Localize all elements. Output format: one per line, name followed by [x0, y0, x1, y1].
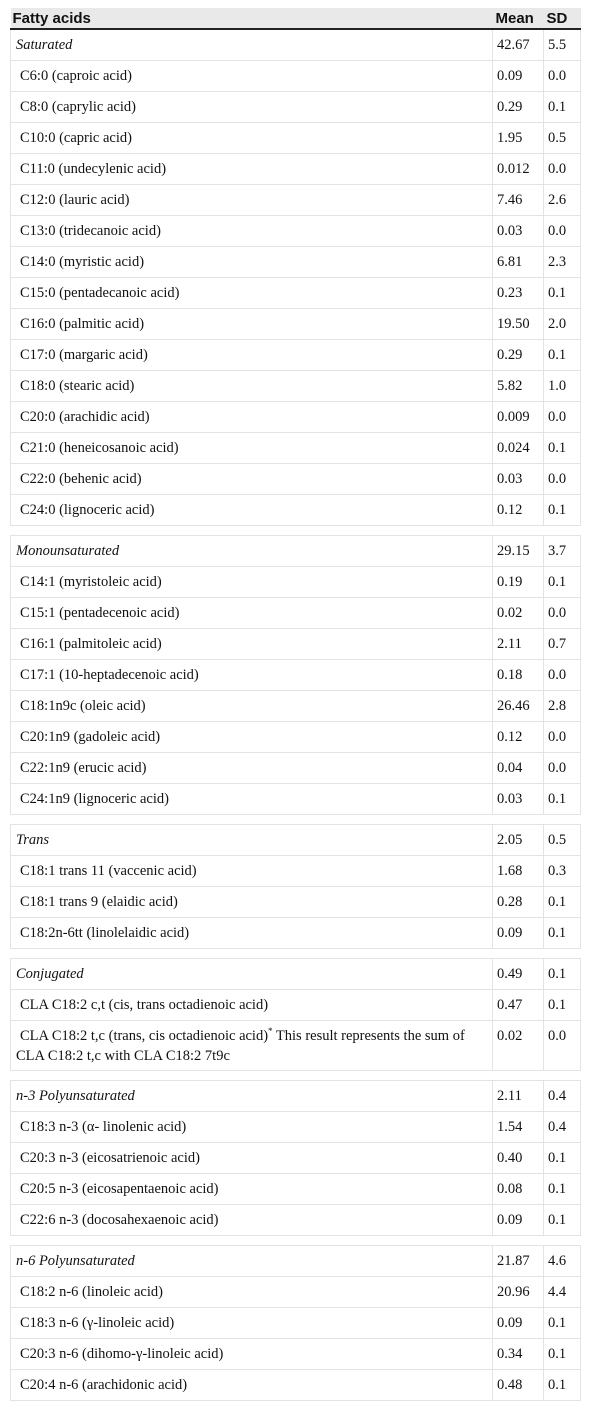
mean-value: 0.03: [493, 464, 544, 495]
mean-value: 20.96: [493, 1277, 544, 1308]
mean-value: 1.95: [493, 123, 544, 154]
mean-value: 0.12: [493, 495, 544, 526]
fatty-acid-name: C12:0 (lauric acid): [11, 185, 493, 216]
table-row: [11, 1112, 581, 1143]
mean-value: 0.09: [493, 1205, 544, 1236]
sd-value: 0.0: [544, 753, 581, 784]
group-name: n-6 Polyunsaturated: [11, 1246, 493, 1277]
group-sd: 0.1: [544, 959, 581, 990]
fatty-acid-name: C18:0 (stearic acid): [11, 371, 493, 402]
sd-value: 0.1: [544, 1205, 581, 1236]
spacer-cell: [11, 949, 493, 959]
group-mean: 2.05: [493, 825, 544, 856]
header-mean: Mean: [493, 8, 544, 29]
sd-value: 0.1: [544, 340, 581, 371]
mean-value: 0.03: [493, 784, 544, 815]
mean-value: 0.03: [493, 216, 544, 247]
fatty-acid-name: C18:1 trans 11 (vaccenic acid): [11, 856, 493, 887]
header-row: [11, 8, 581, 29]
table-row: [11, 1143, 581, 1174]
sd-value: 0.1: [544, 1174, 581, 1205]
fatty-acid-name: C20:3 n-6 (dihomo-γ-linoleic acid): [11, 1339, 493, 1370]
sd-value: 0.4: [544, 1112, 581, 1143]
group-header-row: [11, 536, 581, 567]
table-row: [11, 61, 581, 92]
mean-value: 7.46: [493, 185, 544, 216]
table-row: [11, 185, 581, 216]
fatty-acid-name: C20:5 n-3 (eicosapentaenoic acid): [11, 1174, 493, 1205]
fatty-acid-name: C14:0 (myristic acid): [11, 247, 493, 278]
mean-value: 0.48: [493, 1370, 544, 1401]
sd-value: 0.1: [544, 1370, 581, 1401]
group-mean: 29.15: [493, 536, 544, 567]
group-name: Monounsaturated: [11, 536, 493, 567]
sd-value: 0.1: [544, 784, 581, 815]
group-sd: 0.5: [544, 825, 581, 856]
group-name: Conjugated: [11, 959, 493, 990]
table-header: [11, 8, 581, 29]
table-row: [11, 1174, 581, 1205]
fatty-acid-name: C8:0 (caprylic acid): [11, 92, 493, 123]
spacer-cell: [493, 1236, 544, 1246]
fatty-acid-name: C18:2 n-6 (linoleic acid): [11, 1277, 493, 1308]
sd-value: 0.0: [544, 722, 581, 753]
table-row: [11, 340, 581, 371]
sd-value: 0.0: [544, 598, 581, 629]
table-row: [11, 784, 581, 815]
sd-value: 0.1: [544, 433, 581, 464]
sd-value: 0.0: [544, 464, 581, 495]
table-row: [11, 123, 581, 154]
sd-value: 0.1: [544, 918, 581, 949]
fatty-acids-table: [10, 8, 581, 1401]
fatty-acid-name: C17:1 (10-heptadecenoic acid): [11, 660, 493, 691]
group-spacer: [11, 815, 581, 825]
spacer-cell: [544, 526, 581, 536]
group-spacer: [11, 1071, 581, 1081]
table-row: [11, 278, 581, 309]
table-row: [11, 629, 581, 660]
sd-value: 0.1: [544, 278, 581, 309]
mean-value: 0.012: [493, 154, 544, 185]
spacer-cell: [544, 815, 581, 825]
group-name: Saturated: [11, 29, 493, 61]
sd-value: 0.0: [544, 61, 581, 92]
mean-value: 0.28: [493, 887, 544, 918]
group-header-row: [11, 825, 581, 856]
fatty-acid-name: C20:3 n-3 (eicosatrienoic acid): [11, 1143, 493, 1174]
mean-value: 26.46: [493, 691, 544, 722]
mean-value: 2.11: [493, 629, 544, 660]
table-row: [11, 1308, 581, 1339]
fatty-acid-name: C20:0 (arachidic acid): [11, 402, 493, 433]
fatty-acid-name: C10:0 (capric acid): [11, 123, 493, 154]
mean-value: 0.40: [493, 1143, 544, 1174]
mean-value: 0.19: [493, 567, 544, 598]
table-row: [11, 495, 581, 526]
group-mean: 42.67: [493, 29, 544, 61]
mean-value: 0.29: [493, 340, 544, 371]
mean-value: 0.09: [493, 1308, 544, 1339]
table-row: [11, 247, 581, 278]
group-header-row: [11, 959, 581, 990]
sd-value: 0.0: [544, 216, 581, 247]
sd-value: 0.1: [544, 92, 581, 123]
sd-value: 2.8: [544, 691, 581, 722]
fatty-acid-name: C16:1 (palmitoleic acid): [11, 629, 493, 660]
mean-value: 6.81: [493, 247, 544, 278]
group-spacer: [11, 949, 581, 959]
table-row: [11, 1370, 581, 1401]
fatty-acid-name: C18:3 n-6 (γ-linoleic acid): [11, 1308, 493, 1339]
sd-value: 2.3: [544, 247, 581, 278]
table-row: [11, 567, 581, 598]
table-row: [11, 722, 581, 753]
sd-value: 0.1: [544, 1339, 581, 1370]
group-sd: 0.4: [544, 1081, 581, 1112]
mean-value: 0.009: [493, 402, 544, 433]
header-sd: SD: [544, 8, 581, 29]
mean-value: 0.34: [493, 1339, 544, 1370]
mean-value: 19.50: [493, 309, 544, 340]
sd-value: 0.1: [544, 1308, 581, 1339]
mean-value: 1.54: [493, 1112, 544, 1143]
fatty-acids-table-container: [10, 8, 580, 1401]
spacer-cell: [493, 815, 544, 825]
mean-value: 0.024: [493, 433, 544, 464]
sd-value: 0.1: [544, 567, 581, 598]
fatty-acid-name: C18:1 trans 9 (elaidic acid): [11, 887, 493, 918]
spacer-cell: [11, 526, 493, 536]
mean-value: 0.23: [493, 278, 544, 309]
table-row: [11, 918, 581, 949]
table-row: [11, 753, 581, 784]
mean-value: 0.02: [493, 1021, 544, 1071]
table-row: [11, 464, 581, 495]
footnote-text: This result represents the sum of CLA C18:2 t,c with CLA C18:2 7t9c: [16, 1027, 465, 1064]
table-row: [11, 598, 581, 629]
mean-value: 5.82: [493, 371, 544, 402]
mean-value: 0.09: [493, 61, 544, 92]
mean-value: 0.29: [493, 92, 544, 123]
sd-value: 1.0: [544, 371, 581, 402]
header-fatty-acids: Fatty acids: [11, 8, 493, 29]
table-row: [11, 216, 581, 247]
table-row: [11, 371, 581, 402]
table-row: [11, 402, 581, 433]
fatty-acid-label: CLA C18:2 t,c (trans, cis octadienoic acid): [20, 1027, 269, 1044]
group-sd: 3.7: [544, 536, 581, 567]
table-row: [11, 691, 581, 722]
table-row: [11, 154, 581, 185]
fatty-acid-name: C15:0 (pentadecanoic acid): [11, 278, 493, 309]
group-sd: 5.5: [544, 29, 581, 61]
group-mean: 0.49: [493, 959, 544, 990]
fatty-acid-name: C16:0 (palmitic acid): [11, 309, 493, 340]
sd-value: 0.1: [544, 1143, 581, 1174]
fatty-acid-name: C22:1n9 (erucic acid): [11, 753, 493, 784]
fatty-acid-name: C18:1n9c (oleic acid): [11, 691, 493, 722]
fatty-acid-name: C24:1n9 (lignoceric acid): [11, 784, 493, 815]
mean-value: 1.68: [493, 856, 544, 887]
table-row: [11, 887, 581, 918]
fatty-acid-name: C24:0 (lignoceric acid): [11, 495, 493, 526]
fatty-acid-name: C18:3 n-3 (α- linolenic acid): [11, 1112, 493, 1143]
fatty-acid-name: C11:0 (undecylenic acid): [11, 154, 493, 185]
group-name: Trans: [11, 825, 493, 856]
fatty-acid-name: C14:1 (myristoleic acid): [11, 567, 493, 598]
table-row: [11, 1021, 581, 1071]
fatty-acid-name: C15:1 (pentadecenoic acid): [11, 598, 493, 629]
table-row: [11, 660, 581, 691]
mean-value: 0.47: [493, 990, 544, 1021]
table-row: [11, 856, 581, 887]
group-spacer: [11, 526, 581, 536]
fatty-acid-name: [11, 1021, 493, 1071]
table-row: [11, 1277, 581, 1308]
mean-value: 0.08: [493, 1174, 544, 1205]
sd-value: 2.6: [544, 185, 581, 216]
spacer-cell: [493, 526, 544, 536]
fatty-acid-name: C18:2n-6tt (linolelaidic acid): [11, 918, 493, 949]
sd-value: 0.1: [544, 495, 581, 526]
fatty-acid-name: C20:4 n-6 (arachidonic acid): [11, 1370, 493, 1401]
sd-value: 0.0: [544, 660, 581, 691]
sd-value: 0.1: [544, 990, 581, 1021]
spacer-cell: [11, 1071, 493, 1081]
mean-value: 0.12: [493, 722, 544, 753]
sd-value: 4.4: [544, 1277, 581, 1308]
spacer-cell: [544, 1071, 581, 1081]
sd-value: 0.7: [544, 629, 581, 660]
table-row: [11, 309, 581, 340]
fatty-acid-name: C20:1n9 (gadoleic acid): [11, 722, 493, 753]
group-header-row: [11, 29, 581, 61]
sd-value: 2.0: [544, 309, 581, 340]
sd-value: 0.3: [544, 856, 581, 887]
mean-value: 0.04: [493, 753, 544, 784]
spacer-cell: [493, 949, 544, 959]
group-name: n-3 Polyunsaturated: [11, 1081, 493, 1112]
table-row: [11, 1205, 581, 1236]
group-header-row: [11, 1246, 581, 1277]
table-row: [11, 1339, 581, 1370]
table-row: [11, 990, 581, 1021]
sd-value: 0.0: [544, 1021, 581, 1071]
group-mean: 2.11: [493, 1081, 544, 1112]
spacer-cell: [544, 1236, 581, 1246]
group-header-row: [11, 1081, 581, 1112]
fatty-acid-name: CLA C18:2 c,t (cis, trans octadienoic acid): [11, 990, 493, 1021]
fatty-acid-name: C22:0 (behenic acid): [11, 464, 493, 495]
spacer-cell: [11, 1236, 493, 1246]
sd-value: 0.5: [544, 123, 581, 154]
fatty-acid-name: C21:0 (heneicosanoic acid): [11, 433, 493, 464]
table-body: [11, 29, 581, 1401]
group-mean: 21.87: [493, 1246, 544, 1277]
fatty-acid-name: C6:0 (caproic acid): [11, 61, 493, 92]
fatty-acid-name: C22:6 n-3 (docosahexaenoic acid): [11, 1205, 493, 1236]
fatty-acid-name: C13:0 (tridecanoic acid): [11, 216, 493, 247]
spacer-cell: [11, 815, 493, 825]
mean-value: 0.18: [493, 660, 544, 691]
table-row: [11, 92, 581, 123]
mean-value: 0.09: [493, 918, 544, 949]
group-spacer: [11, 1236, 581, 1246]
table-row: [11, 433, 581, 464]
spacer-cell: [544, 949, 581, 959]
group-sd: 4.6: [544, 1246, 581, 1277]
mean-value: 0.02: [493, 598, 544, 629]
sd-value: 0.1: [544, 887, 581, 918]
fatty-acid-name: C17:0 (margaric acid): [11, 340, 493, 371]
footnote-marker: *: [268, 1025, 273, 1036]
sd-value: 0.0: [544, 154, 581, 185]
spacer-cell: [493, 1071, 544, 1081]
sd-value: 0.0: [544, 402, 581, 433]
